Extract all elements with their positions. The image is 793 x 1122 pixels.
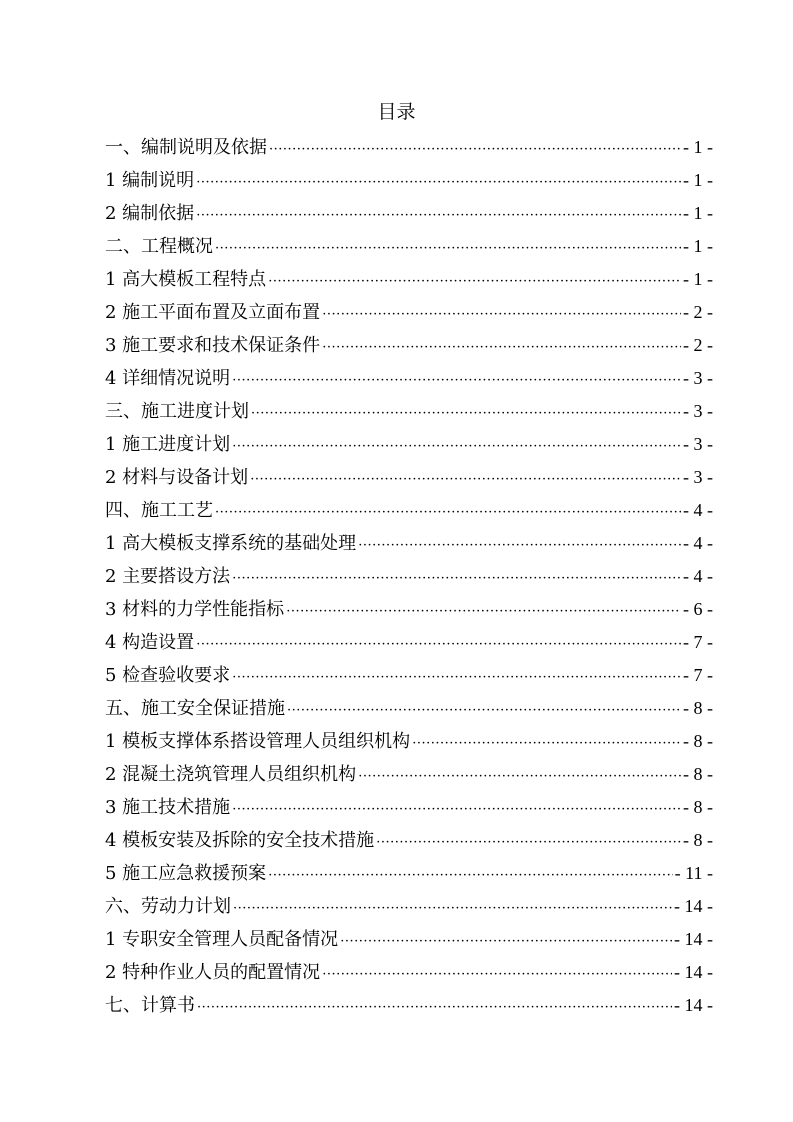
toc-entry[interactable] [105,923,713,956]
toc-dot-leader [286,595,681,628]
toc-dot-leader [340,925,672,958]
toc-entry-page-number: - 1 - [683,203,713,223]
toc-dot-leader [232,364,681,397]
toc-entry-label: 1 模板支撑体系搭设管理人员组织机构 [105,731,411,752]
toc-entry-label: 2 材料与设备计划 [105,467,249,488]
toc-entry-page-number: - 8 - [683,797,713,817]
toc-dot-leader [232,661,681,694]
toc-entry-page-number: - 14 - [674,896,713,916]
toc-entry-label: 4 详细情况说明 [105,368,231,389]
toc-dot-leader [268,859,672,892]
toc-entry[interactable] [105,824,713,857]
toc-entry-label: 2 编制依据 [105,203,195,224]
toc-entry-label: 2 主要搭设方法 [105,566,231,587]
toc-entry-page-number: - 8 - [683,698,713,718]
toc-entry-label: 三、施工进度计划 [105,401,249,422]
toc-entry-label: 一、编制说明及依据 [105,137,267,158]
toc-entry-label: 五、施工安全保证措施 [105,698,285,719]
toc-dot-leader [251,397,681,430]
toc-entry[interactable] [105,758,713,791]
toc-entry[interactable] [105,296,713,329]
toc-dot-leader [287,694,681,727]
toc-entry[interactable] [105,395,713,428]
toc-entry-label: 4 模板安装及拆除的安全技术措施 [105,830,375,851]
toc-list [105,131,713,1022]
toc-entry[interactable] [105,131,713,164]
toc-entry-label: 七、计算书 [105,995,195,1016]
toc-dot-leader [358,760,681,793]
toc-entry-label: 1 高大模板工程特点 [105,269,267,290]
toc-entry[interactable] [105,197,713,230]
toc-entry[interactable] [105,560,713,593]
toc-entry-page-number: - 7 - [683,665,713,685]
toc-entry[interactable] [105,626,713,659]
toc-entry-label: 5 施工应急救援预案 [105,863,267,884]
toc-dot-leader [268,265,681,298]
toc-entry-page-number: - 2 - [683,302,713,322]
toc-entry[interactable] [105,362,713,395]
toc-entry-label: 2 特种作业人员的配置情况 [105,962,321,983]
toc-entry-page-number: - 8 - [683,830,713,850]
toc-dot-leader [232,793,681,826]
toc-entry[interactable] [105,263,713,296]
toc-entry[interactable] [105,461,713,494]
toc-entry-label: 2 施工平面布置及立面布置 [105,302,321,323]
toc-dot-leader [322,331,681,364]
toc-dot-leader [358,529,681,562]
toc-entry[interactable] [105,659,713,692]
toc-entry-page-number: - 3 - [683,401,713,421]
toc-entry-label: 2 混凝土浇筑管理人员组织机构 [105,764,357,785]
toc-entry-page-number: - 3 - [683,434,713,454]
toc-entry-page-number: - 1 - [683,236,713,256]
toc-entry[interactable] [105,164,713,197]
toc-dot-leader [196,628,681,661]
toc-dot-leader [322,298,681,331]
toc-dot-leader [215,232,681,265]
toc-entry[interactable] [105,428,713,461]
toc-dot-leader [233,892,672,925]
toc-entry[interactable] [105,230,713,263]
toc-entry-page-number: - 4 - [683,566,713,586]
toc-entry-label: 1 专职安全管理人员配备情况 [105,929,339,950]
toc-dot-leader [215,496,681,529]
toc-entry-page-number: - 14 - [674,995,713,1015]
toc-entry-label: 1 施工进度计划 [105,434,231,455]
toc-title: 目录 [377,101,416,123]
toc-entry-label: 5 检查验收要求 [105,665,231,686]
toc-dot-leader [232,430,681,463]
toc-entry[interactable] [105,857,713,890]
toc-entry[interactable] [105,989,713,1022]
toc-entry-label: 二、工程概况 [105,236,213,257]
toc-entry-page-number: - 8 - [683,764,713,784]
toc-entry-page-number: - 1 - [683,170,713,190]
toc-dot-leader [376,826,681,859]
toc-dot-leader [412,727,681,760]
toc-entry-label: 3 施工要求和技术保证条件 [105,335,321,356]
toc-entry-label: 1 编制说明 [105,170,195,191]
toc-dot-leader [197,991,672,1024]
toc-entry-label: 六、劳动力计划 [105,896,231,917]
toc-entry-label: 四、施工工艺 [105,500,213,521]
toc-dot-leader [269,133,681,166]
toc-entry-page-number: - 11 - [674,863,713,883]
toc-dot-leader [322,958,672,991]
toc-entry-page-number: - 2 - [683,335,713,355]
toc-dot-leader [232,562,681,595]
toc-entry-page-number: - 1 - [683,269,713,289]
toc-entry-page-number: - 3 - [683,368,713,388]
toc-entry[interactable] [105,329,713,362]
toc-entry-page-number: - 8 - [683,731,713,751]
toc-entry[interactable] [105,593,713,626]
toc-entry[interactable] [105,725,713,758]
toc-entry-label: 3 材料的力学性能指标 [105,599,285,620]
toc-entry[interactable] [105,956,713,989]
toc-entry-label: 4 构造设置 [105,632,195,653]
toc-entry-label: 1 高大模板支撑系统的基础处理 [105,533,357,554]
toc-entry[interactable] [105,692,713,725]
toc-entry-page-number: - 7 - [683,632,713,652]
toc-entry[interactable] [105,494,713,527]
toc-entry-page-number: - 1 - [683,137,713,157]
toc-entry[interactable] [105,791,713,824]
toc-entry-page-number: - 4 - [683,500,713,520]
toc-entry-page-number: - 14 - [674,929,713,949]
toc-entry-page-number: - 4 - [683,533,713,553]
toc-entry[interactable] [105,890,713,923]
toc-dot-leader [196,166,681,199]
toc-entry[interactable] [105,527,713,560]
toc-entry-page-number: - 14 - [674,962,713,982]
toc-dot-leader [250,463,681,496]
toc-entry-page-number: - 3 - [683,467,713,487]
toc-entry-label: 3 施工技术措施 [105,797,231,818]
toc-dot-leader [196,199,681,232]
toc-entry-page-number: - 6 - [683,599,713,619]
